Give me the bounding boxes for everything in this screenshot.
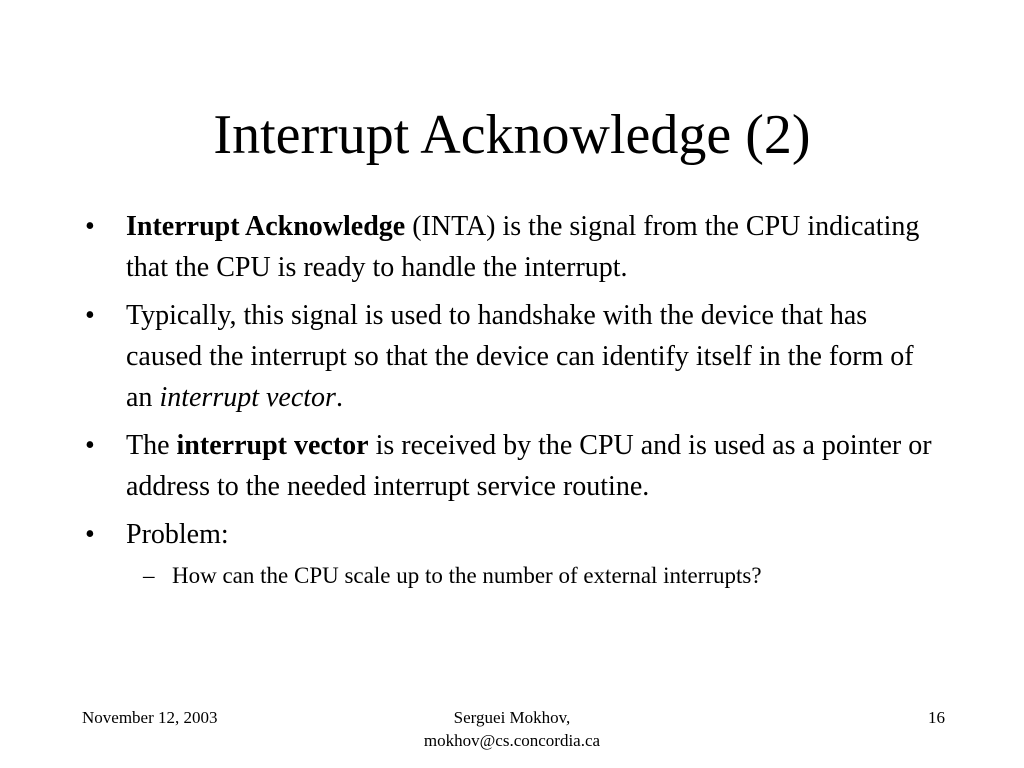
sub-bullet-list — [126, 559, 945, 593]
bullet-text: Problem: — [126, 519, 229, 550]
bullet-item-problem — [85, 514, 945, 593]
bullet-marker: • — [85, 211, 95, 242]
bullet-text — [126, 206, 945, 288]
bullet-marker: • — [85, 519, 95, 550]
sub-bullet-item — [126, 559, 945, 593]
footer-date: November 12, 2003 — [82, 708, 218, 727]
bullet-text-head: Typically, this signal is used to handshake with the device that has caused the interrupt so that the device can identify itself in the form of an — [126, 300, 914, 413]
bold-term: interrupt vector — [176, 430, 369, 461]
bullet-text-tail: is received by the CPU and is used as a pointer or address to the needed interrupt service routine. — [126, 430, 932, 502]
footer-author — [0, 706, 1024, 752]
footer-page-number: 16 — [928, 708, 945, 727]
bullet-item-handshake — [85, 295, 945, 418]
bullet-marker: • — [85, 300, 95, 331]
bullet-list — [85, 206, 945, 600]
bold-term: Interrupt Acknowledge — [126, 211, 406, 242]
footer-author-name: Serguei Mokhov, — [453, 708, 571, 727]
bullet-text-tail: (INTA) is the signal from the CPU indicating that the CPU is ready to handle the interrupt. — [126, 211, 920, 283]
sub-bullet-text: How can the CPU scale up to the number of external interrupts? — [172, 563, 762, 588]
bullet-text — [126, 425, 945, 507]
slide-title: Interrupt Acknowledge (2) — [213, 104, 811, 166]
bullet-marker: • — [85, 430, 95, 461]
sub-bullet-marker: – — [143, 563, 155, 588]
italic-term: interrupt vector — [159, 382, 336, 413]
bullet-text-tail: . — [335, 382, 343, 413]
bullet-text-head: The — [126, 430, 177, 461]
footer-author-email: mokhov@cs.concordia.ca — [423, 731, 601, 750]
bullet-text — [126, 295, 945, 418]
bullet-item-inta — [85, 206, 945, 288]
bullet-item-vector — [85, 425, 945, 507]
